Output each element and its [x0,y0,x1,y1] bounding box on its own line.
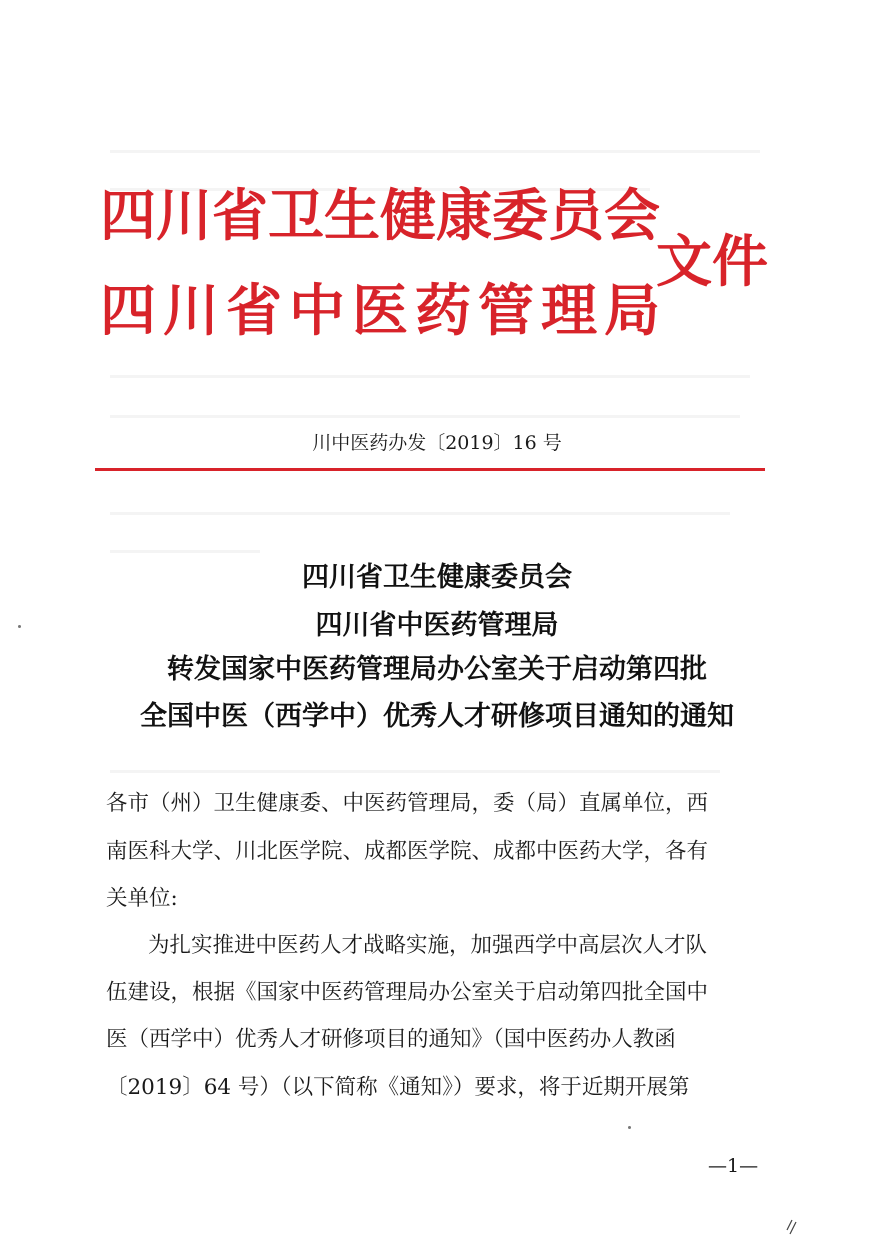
title-line-3: 转发国家中医药管理局办公室关于启动第四批 [167,654,707,685]
document-kind-label: 文件 [656,229,768,295]
bleed-through-mark [110,550,260,553]
paragraph-line: 为扎实推进中医药人才战略实施，加强西学中高层次人才队 [148,933,708,958]
bleed-through-mark [110,512,730,515]
title-line-2: 四川省中医药管理局 [315,610,559,641]
addressee-line: 南医科大学、川北医学院、成都医学院、成都中医药大学，各有 [106,839,709,864]
paragraph-line: 伍建设，根据《国家中医药管理局办公室关于启动第四批全国中 [106,980,709,1005]
issuing-org-line-1: 四川省卫生健康委员会 [100,183,660,249]
issuing-org-line-2: 四川省中医药管理局 [100,278,667,344]
red-divider-rule [95,468,765,471]
scan-mark-icon [783,1218,799,1238]
paragraph-line: 〔2019〕64 号）（以下简称《通知》）要求，将于近期开展第 [106,1075,690,1100]
document-number: 川中医药办发〔2019〕16 号 [312,432,562,454]
scan-speck [628,1126,631,1129]
addressee-line: 各市（州）卫生健康委、中医药管理局，委（局）直属单位，西 [106,791,709,816]
bleed-through-mark [110,375,750,378]
page-number: —1— [708,1155,759,1177]
bleed-through-mark [110,415,740,418]
bleed-through-mark [110,150,760,153]
scan-speck [18,625,21,628]
addressee-line: 关单位: [106,886,178,911]
title-line-1: 四川省卫生健康委员会 [302,562,572,593]
bleed-through-mark [110,770,720,773]
paragraph-line: 医（西学中）优秀人才研修项目的通知》（国中医药办人教函 [106,1027,676,1052]
title-line-4: 全国中医（西学中）优秀人才研修项目通知的通知 [140,701,734,732]
